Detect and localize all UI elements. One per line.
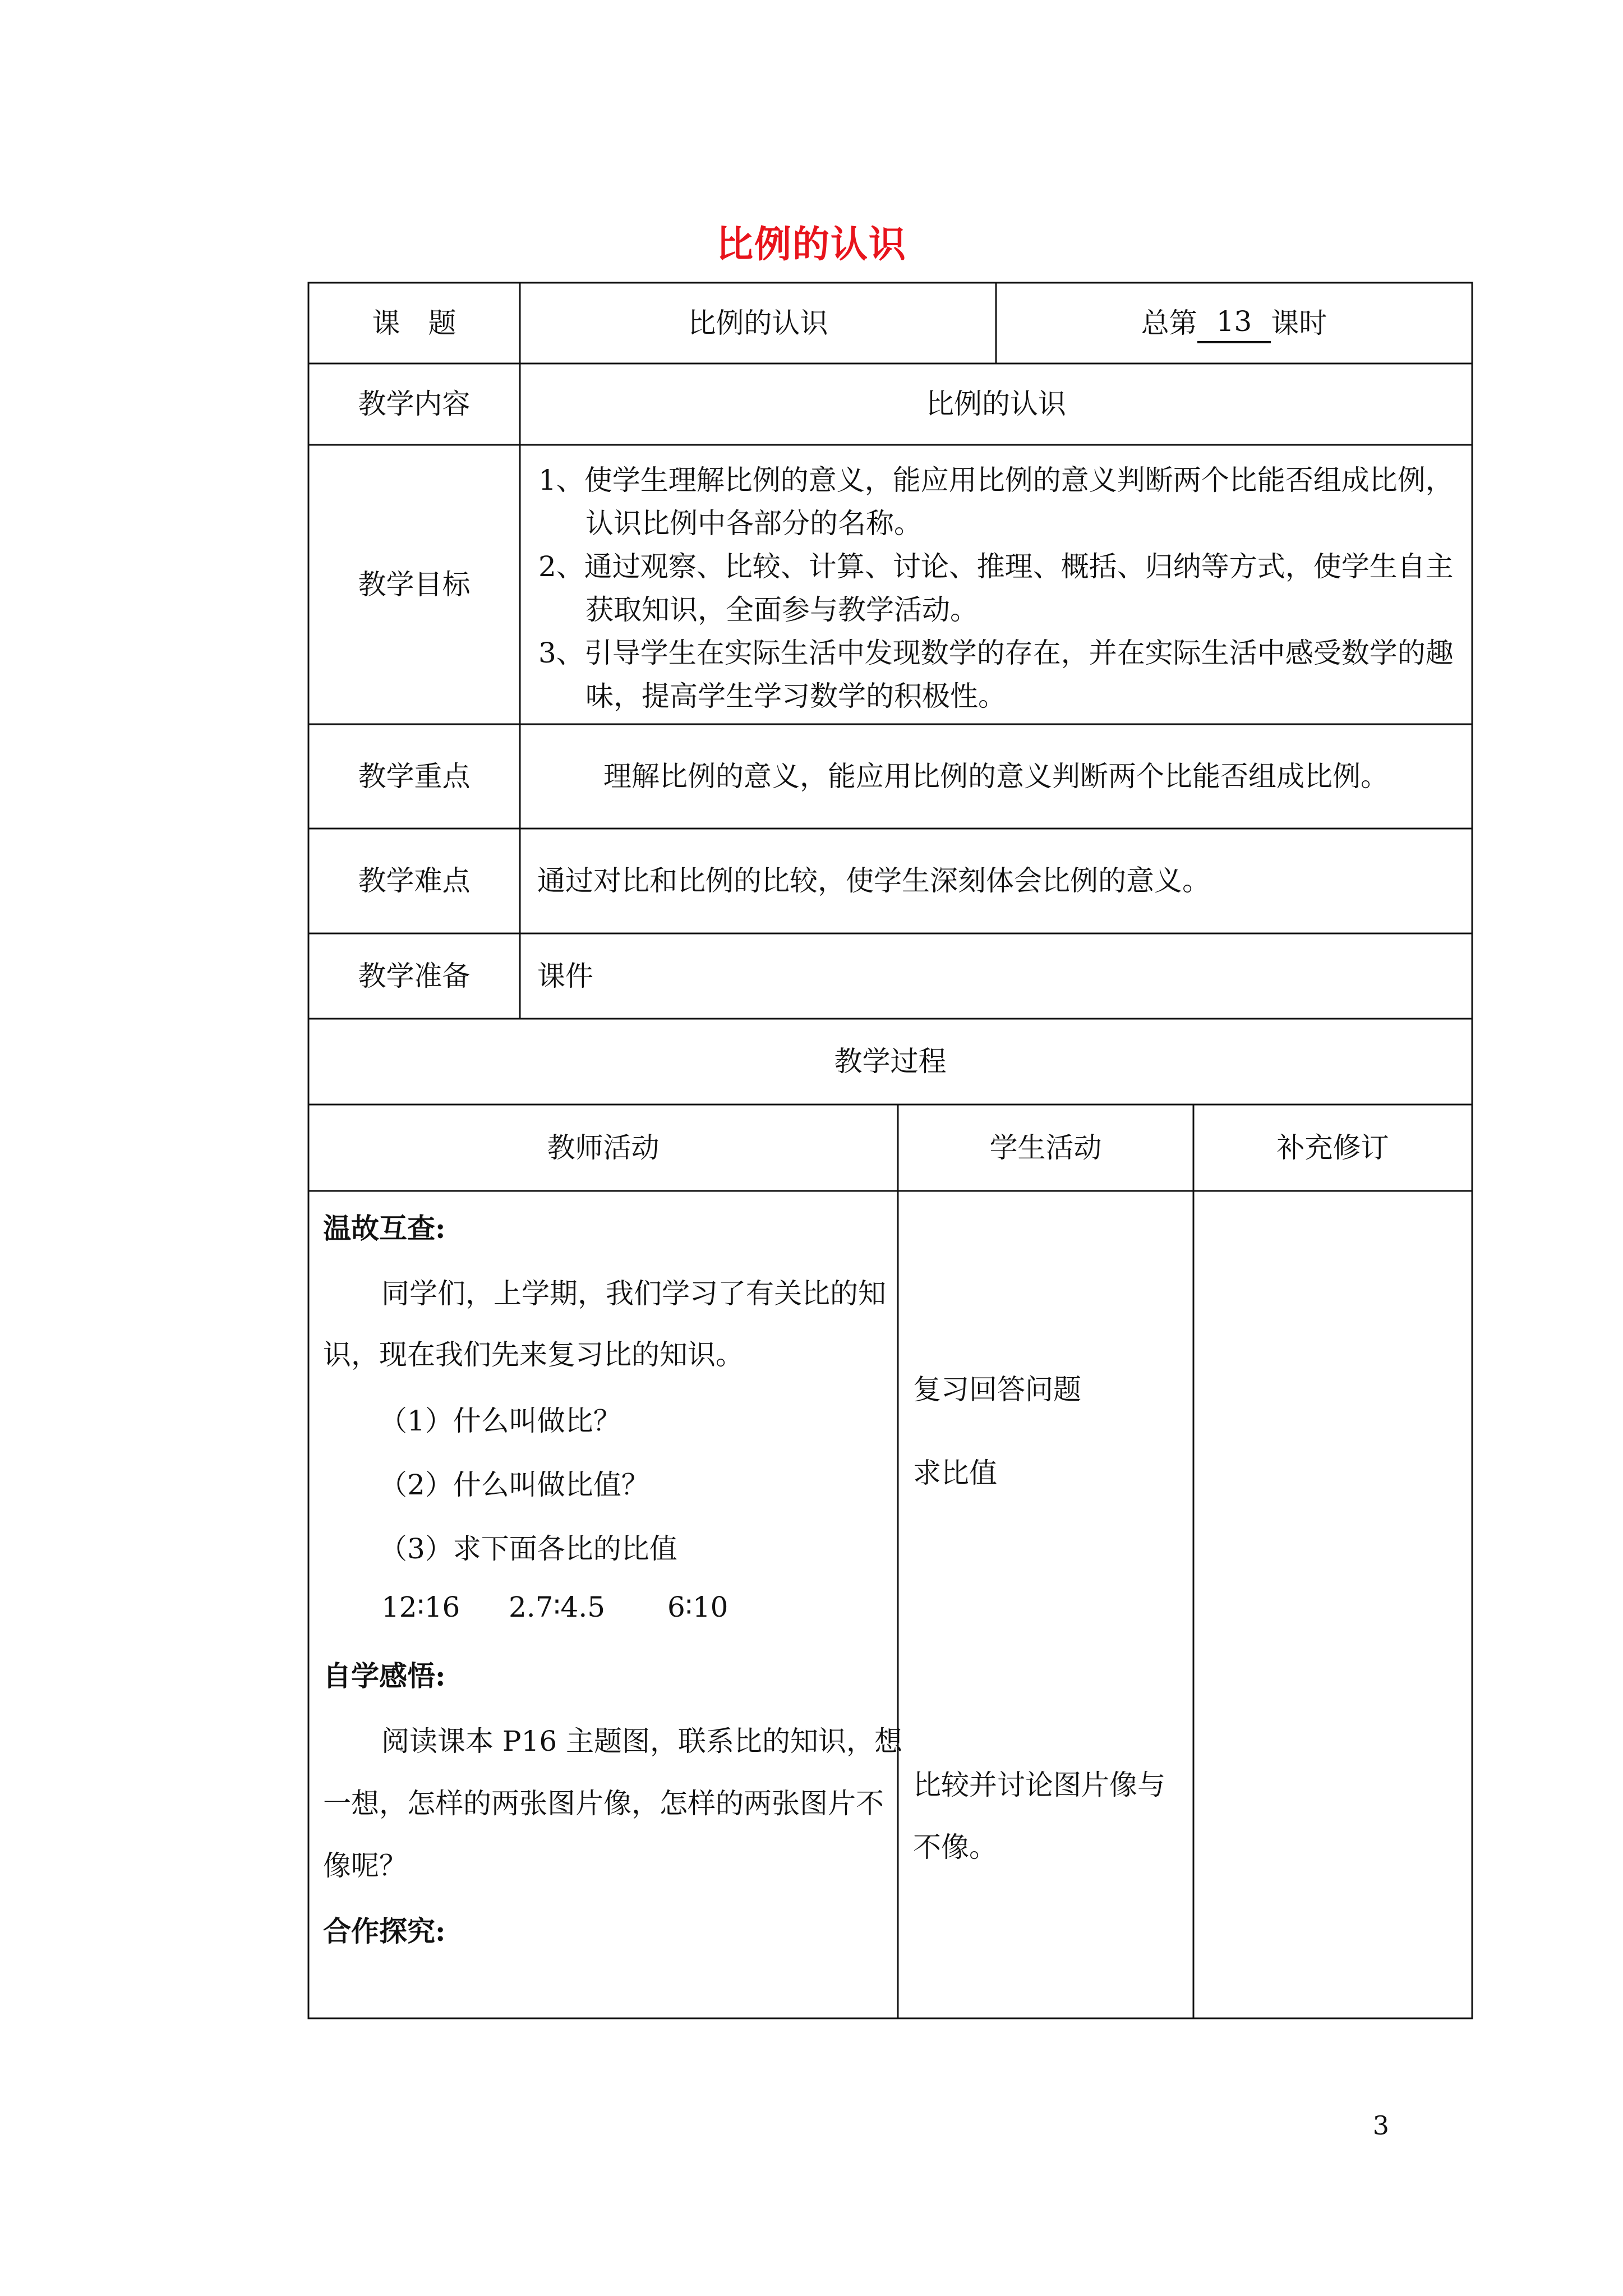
goals-label: 教学目标 [358, 568, 471, 601]
difficulty-value: 通过对比和比例的比较，使学生深刻体会比例的意义。 [537, 864, 1210, 897]
goal-item: 3、引导学生在实际生活中发现数学的存在，并在实际生活中感受数学的趣味，提高学生学习数学的积极性。 [538, 637, 1454, 712]
content-label: 教学内容 [358, 388, 471, 420]
student-activity: 求比值 [913, 1457, 997, 1489]
ratio-3: 6∶10 [667, 1591, 728, 1623]
key-label: 教学重点 [358, 760, 471, 793]
page-number: 3 [1372, 2110, 1389, 2141]
teacher-paragraph-line: 一想，怎样的两张图片像，怎样的两张图片不 [323, 1787, 884, 1820]
ratio-1: 12∶16 [381, 1591, 460, 1623]
prep-label: 教学准备 [358, 959, 471, 992]
topic-label: 课 题 [372, 306, 457, 339]
question-2: （2）什么叫做比值？ [379, 1469, 649, 1501]
lesson-number: 13 [1197, 303, 1271, 343]
lesson-prefix: 总第 [1141, 306, 1197, 339]
teacher-paragraph-line: 同学们，上学期，我们学习了有关比的知 [381, 1277, 886, 1310]
difficulty-label: 教学难点 [358, 864, 471, 897]
col-notes-header: 补充修订 [1276, 1131, 1389, 1164]
lesson-suffix: 课时 [1271, 306, 1327, 339]
ratio-2: 2.7∶4.5 [509, 1591, 606, 1623]
teacher-paragraph-line: 阅读课本 P16 主题图，联系比的知识，想 [381, 1725, 903, 1757]
teacher-paragraph-line: 识，现在我们先来复习比的知识。 [323, 1338, 744, 1371]
section-heading: 合作探究: [323, 1915, 446, 1948]
goal-item: 1、使学生理解比例的意义，能应用比例的意义判断两个比能否组成比例，认识比例中各部分的名称。 [538, 464, 1454, 540]
prep-value: 课件 [537, 959, 593, 992]
goal-item: 2、通过观察、比较、计算、讨论、推理、概括、归纳等方式，使学生自主获取知识，全面参与教学活动。 [538, 550, 1454, 626]
lesson-count [996, 283, 1472, 364]
document-title: 比例的认识 [716, 222, 907, 266]
student-activity: 不像。 [913, 1831, 997, 1864]
key-value: 理解比例的意义，能应用比例的意义判断两个比能否组成比例。 [603, 760, 1389, 793]
question-1: （1）什么叫做比？ [379, 1405, 621, 1437]
section-heading: 自学感悟: [323, 1659, 446, 1692]
col-teacher-header: 教师活动 [547, 1131, 660, 1164]
goals-list [538, 459, 1472, 718]
section-heading: 温故互查: [323, 1212, 446, 1245]
teacher-paragraph-line: 像呢？ [323, 1849, 407, 1882]
topic-value: 比例的认识 [688, 306, 828, 339]
col-student-header: 学生活动 [989, 1131, 1102, 1164]
content-value: 比例的认识 [926, 388, 1066, 420]
student-activity: 比较并讨论图片像与 [913, 1769, 1165, 1801]
student-activity: 复习回答问题 [913, 1373, 1081, 1406]
question-3: （3）求下面各比的比值 [379, 1533, 677, 1565]
process-title: 教学过程 [834, 1045, 947, 1078]
